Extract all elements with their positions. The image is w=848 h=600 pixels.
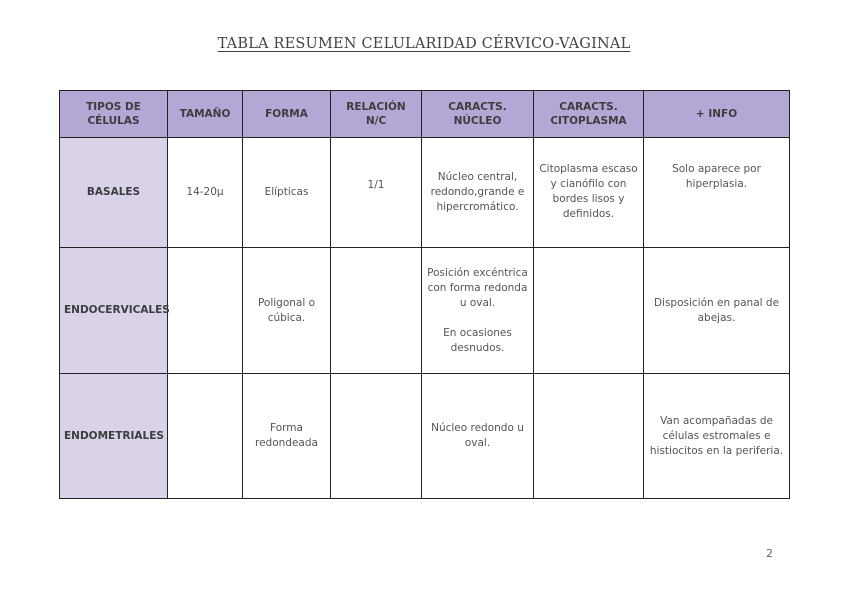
page-number: 2 (766, 547, 773, 560)
cell-endocervicales-tamano (168, 248, 243, 374)
row-label-endocervicales: ENDOCERVICALES (60, 248, 168, 374)
cell-endometriales-relacion (331, 374, 422, 499)
header-citoplasma: CARACTS. CITOPLASMA (534, 91, 644, 138)
nucleo-text-1: Posición excéntrica con forma redonda u oval. (427, 266, 528, 309)
cell-basales-citoplasma: Citoplasma escaso y cianófilo con bordes lisos y definidos. (534, 138, 644, 248)
header-forma: FORMA (243, 91, 331, 138)
cell-summary-table (59, 90, 790, 499)
cell-endometriales-forma: Forma redondeada (243, 374, 331, 499)
header-nucleo: CARACTS. NÚCLEO (422, 91, 534, 138)
cell-endocervicales-relacion (331, 248, 422, 374)
table-row-basales (60, 138, 790, 248)
row-label-basales: BASALES (60, 138, 168, 248)
cell-basales-info: Solo aparece por hiperplasia. (644, 138, 790, 248)
cell-basales-tamano: 14-20µ (168, 138, 243, 248)
header-relacion: RELACIÓN N/C (331, 91, 422, 138)
header-tipos: TIPOS DE CÉLULAS (60, 91, 168, 138)
cell-basales-nucleo: Núcleo central, redondo,grande e hipercromático. (422, 138, 534, 248)
cell-basales-relacion: 1/1 (331, 138, 422, 248)
cell-endocervicales-citoplasma (534, 248, 644, 374)
nucleo-text-2: En ocasiones desnudos. (443, 326, 512, 354)
table-row-endometriales (60, 374, 790, 499)
cell-endometriales-info: Van acompañadas de células estromales e histiocitos en la periferia. (644, 374, 790, 499)
header-tamano: TAMAÑO (168, 91, 243, 138)
table-header-row (60, 91, 790, 138)
document-title (0, 36, 848, 52)
cell-endocervicales-nucleo (422, 248, 534, 374)
cell-endocervicales-info: Disposición en panal de abejas. (644, 248, 790, 374)
cell-endocervicales-forma: Poligonal o cúbica. (243, 248, 331, 374)
cell-endometriales-nucleo: Núcleo redondo u oval. (422, 374, 534, 499)
table-row-endocervicales (60, 248, 790, 374)
row-label-endometriales: ENDOMETRIALES (60, 374, 168, 499)
cell-endometriales-citoplasma (534, 374, 644, 499)
document-title-text: TABLA RESUMEN CELULARIDAD CÉRVICO-VAGINAL (217, 36, 631, 52)
header-info: + INFO (644, 91, 790, 138)
cell-endometriales-tamano (168, 374, 243, 499)
cell-basales-forma: Elípticas (243, 138, 331, 248)
